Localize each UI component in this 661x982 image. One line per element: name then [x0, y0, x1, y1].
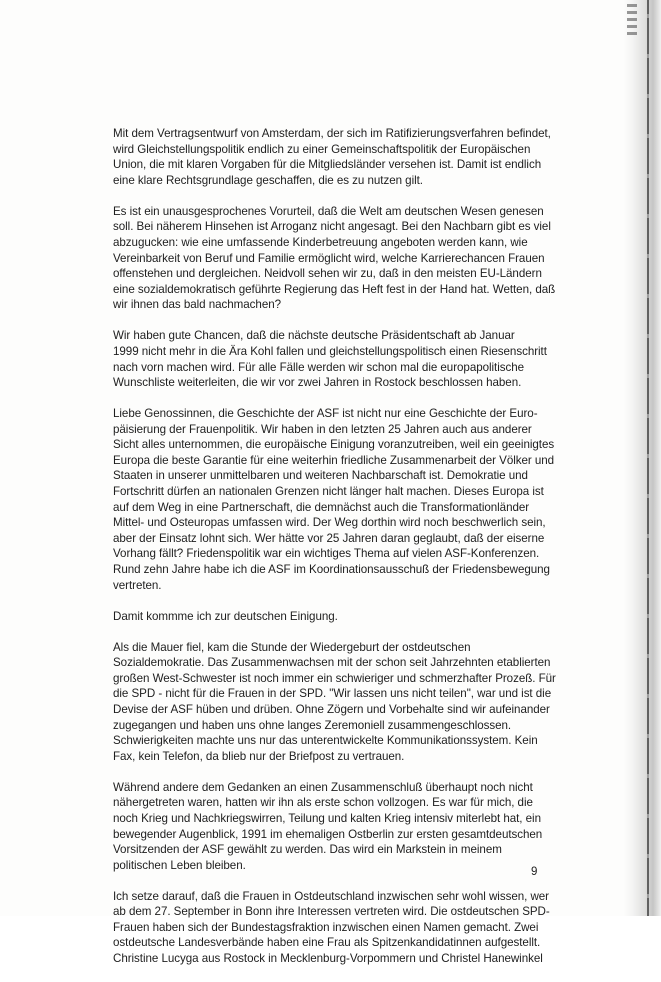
- paragraph: [113, 780, 545, 874]
- text-line: wir ihnen das bald nachmachen?: [113, 298, 282, 312]
- text-line: Mit dem Vertragsentwurf von Amsterdam, der sich im Ratifizierungsverfahren befindet,: [113, 127, 551, 140]
- text-line: soll. Bei näherem Hinsehen ist Arroganz nicht angesagt. Bei den Nachbarn gibt es viel: [113, 220, 551, 234]
- text-line: Rund zehn Jahre habe ich die ASF im Koordinationsausschuß der Friedensbewegung: [113, 563, 550, 577]
- text-line: ab dem 27. September in Bonn ihre Interessen vertreten wird. Die ostdeutschen SPD-: [113, 905, 550, 919]
- paragraph: [113, 609, 545, 625]
- paragraph: [113, 204, 556, 313]
- text-line: Christine Lucyga aus Rostock in Mecklenburg-Vorpommern und Christel Hanewinkel: [113, 952, 543, 966]
- text-line: Schwierigkeiten machte uns nur das unterentwickelte Kommunikationssystem. Kein: [113, 734, 538, 748]
- page-number: 9: [531, 866, 538, 878]
- text-line: Als die Mauer fiel, kam die Stunde der Wiedergeburt der ostdeutschen: [113, 640, 471, 654]
- text-line: wird Gleichstellungspolitik endlich zu einer Gemeinschaftspolitik der Europäischen: [113, 142, 531, 156]
- text-line: die SPD - nicht für die Frauen in der SPD. "Wir lassen uns nicht teilen", war und ist die: [113, 687, 552, 701]
- text-line: Mittel- und Osteuropas umfassen wird. Der Weg dorthin wird noch beschwerlich sein,: [113, 516, 546, 530]
- text-line: päisierung der Frauenpolitik. Wir haben in den letzten 25 Jahren auch aus anderer: [113, 422, 532, 436]
- text-line: offenstehen und dergleichen. Neidvoll sehen wir zu, daß in den meisten EU-Ländern: [113, 267, 542, 281]
- text-line: eine sozialdemokratisch geführte Regierung das Heft fest in der Hand hat. Wetten, daß: [113, 282, 556, 296]
- paragraph: [113, 640, 556, 765]
- text-line: Vorsitzenden der ASF gewählt zu werden. Das wird ein Markstein in meinem: [113, 843, 502, 857]
- text-line: zugegangen und haben uns ohne langes Zeremoniell zusammengeschlossen.: [113, 718, 512, 732]
- text-line: Devise der ASF hüben und drüben. Ohne Zögern und Vorbehalte sind wir aufeinander: [113, 702, 550, 716]
- text-line: Fax, kein Telefon, da blieb nur der Briefpost zu vertrauen.: [113, 749, 405, 763]
- text-line: auf dem Weg in eine Partnerschaft, die demnächst auch die Transformationländer: [113, 500, 530, 514]
- text-line: ostdeutsche Landesverbände haben eine Frau als Spitzenkandidatinnen aufgestellt.: [113, 936, 541, 950]
- text-line: Europa die beste Garantie für eine weiterhin friedliche Zusammenarbeit der Völker und: [113, 453, 555, 467]
- text-line: Sicht alles unternommen, die europäische Einigung voranzutreiben, weil ein geeinigtes: [113, 438, 555, 452]
- paragraph: [113, 328, 545, 390]
- text-line: Es ist ein unausgesprochenes Vorurteil, daß die Welt am deutschen Wesen genesen: [113, 204, 544, 218]
- text-line: Liebe Genossinnen, die Geschichte der ASF ist nicht nur eine Geschichte der Euro-: [113, 407, 538, 421]
- text-line: 1999 nicht mehr in die Ära Kohl fallen und gleichstellungspolitisch einen Riesenschritt: [113, 344, 547, 358]
- text-line: Wir haben gute Chancen, daß die nächste deutsche Präsidentschaft ab Januar: [113, 329, 515, 343]
- text-line: nach vorn machen wird. Für alle Fälle werden wir schon mal die europapolitische: [113, 360, 525, 374]
- text-line: noch Krieg und Nachkriegswirren, Teilung und kalten Krieg intensiv miterlebt hat, ein: [113, 811, 541, 825]
- text-line: Vorhang fällt? Friedenspolitik war ein wichtiges Thema auf vielen ASF-Konferenzen.: [113, 547, 540, 561]
- text-line: Ich setze darauf, daß die Frauen in Ostdeutschland inzwischen sehr wohl wissen, wer: [113, 889, 549, 903]
- text-line: Staaten in unserer unmittelbaren und weiteren Nachbarschaft ist. Demokratie und: [113, 469, 528, 483]
- text-line: Frauen haben sich der Bundestagsfraktion inzwischen einen Namen gemacht. Zwei: [113, 920, 539, 934]
- scan-edge-shadow: [623, 0, 661, 916]
- text-line: bewegender Augenblick, 1991 im ehemaligen Ostberlin zur ersten gesamtdeutschen: [113, 827, 543, 841]
- paragraph: [113, 126, 551, 188]
- text-line: Während andere dem Gedanken an einen Zusammenschluß überhaupt noch nicht: [113, 780, 533, 794]
- text-line: vertreten.: [113, 578, 162, 592]
- document-body: [113, 126, 556, 982]
- scan-speck: [627, 4, 637, 38]
- text-line: aber der Einsatz lohnt sich. Wer hätte vor 25 Jahren daran geglaubt, daß der eiserne: [113, 531, 545, 545]
- text-line: abzugucken: wie eine umfassende Kinderbetreuung angeboten werden kann, wie: [113, 235, 528, 249]
- text-line: Vereinbarkeit von Beruf und Familie ermöglicht wird, welche Karrierechancen Frauen: [113, 251, 545, 265]
- text-line: großen West-Schwester ist noch immer ein schwieriger und schmerzhafter Prozeß. Für: [113, 671, 556, 685]
- text-line: nähergetreten waren, hatten wir ihn als erste schon vollzogen. Es war für mich, die: [113, 796, 533, 810]
- text-line: Damit kommme ich zur deutschen Einigung.: [113, 609, 338, 623]
- text-line: politischen Leben bleiben.: [113, 858, 246, 872]
- text-line: Wunschliste weiterleiten, die wir vor zwei Jahren in Rostock beschlossen haben.: [113, 376, 522, 390]
- text-line: Fortschritt dürfen an nationalen Grenzen nicht länger halt machen. Dieses Europa ist: [113, 485, 544, 499]
- text-line: eine klare Rechtsgrundlage geschaffen, die es zu nutzen gilt.: [113, 173, 423, 187]
- scan-edge-line: [647, 0, 649, 916]
- text-line: Union, die mit klaren Vorgaben für die Mitgliedsländer versehen ist. Damit ist endlich: [113, 158, 542, 172]
- paragraph: [113, 889, 550, 967]
- text-line: Sozialdemokratie. Das Zusammenwachsen mit der schon seit Jahrzehnten etablierten: [113, 656, 551, 670]
- paragraph: [113, 406, 555, 593]
